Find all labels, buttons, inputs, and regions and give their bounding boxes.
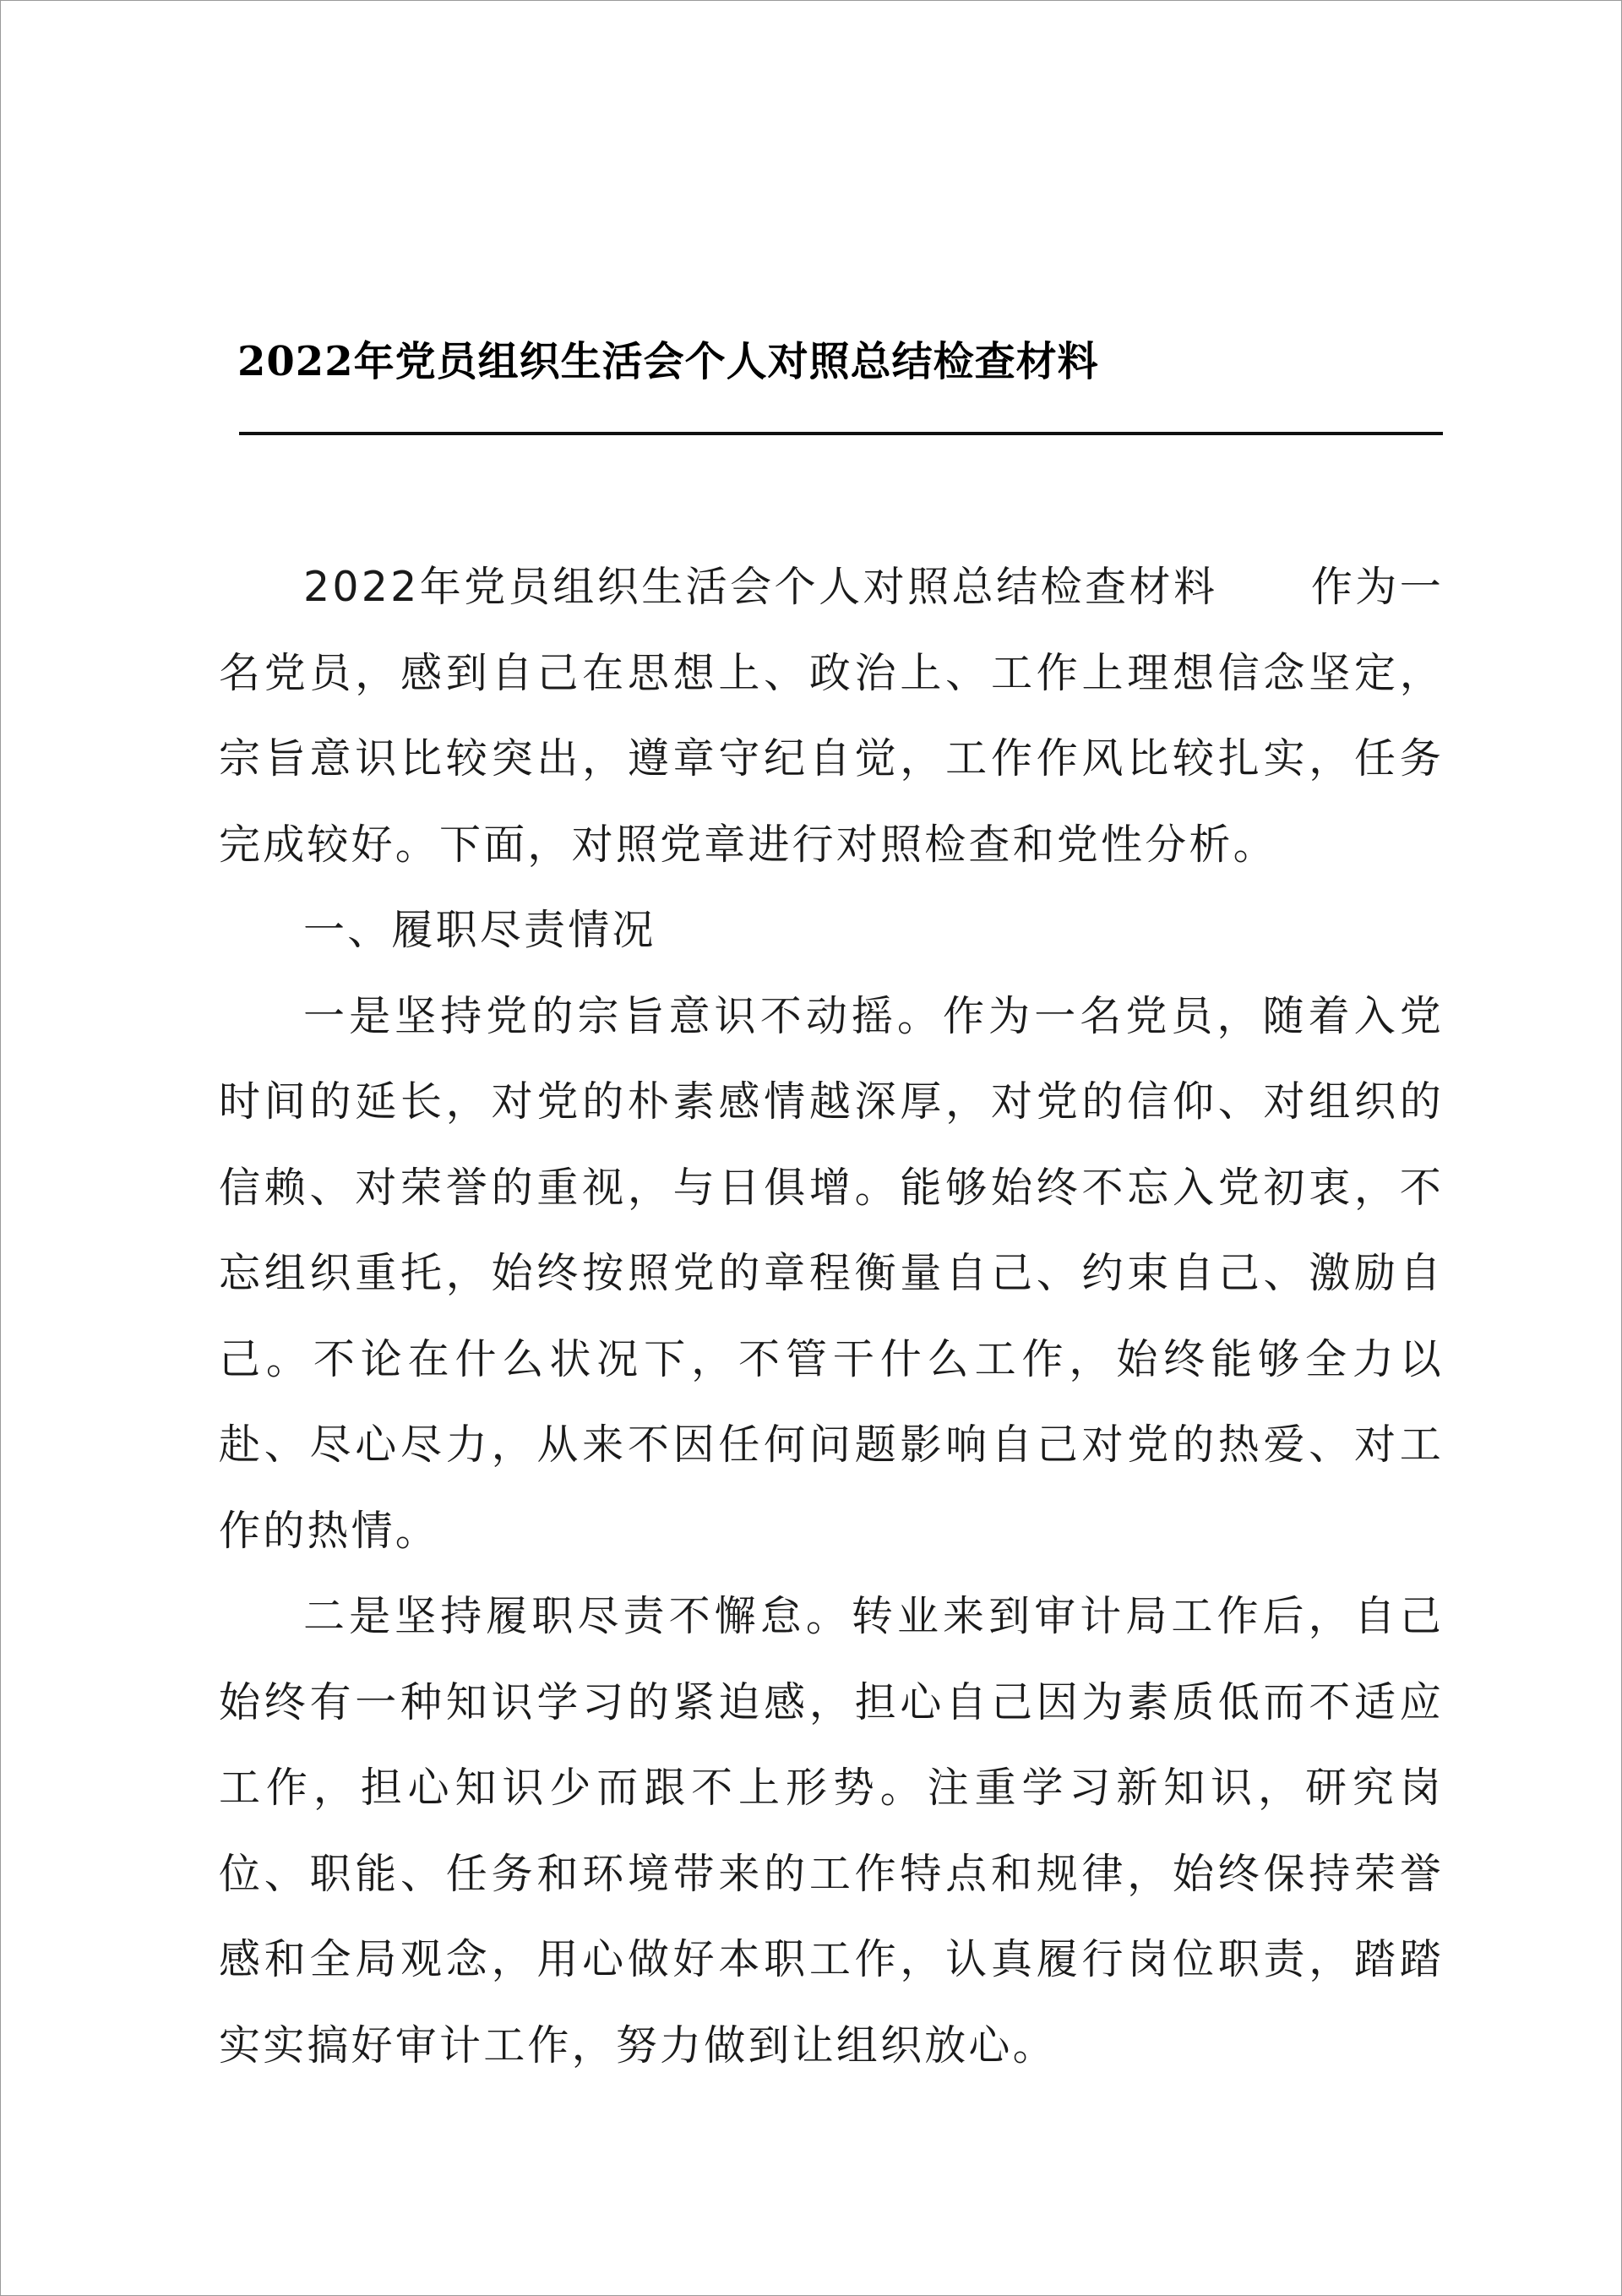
title-underline xyxy=(239,432,1443,435)
document-body xyxy=(219,544,1444,2088)
section-heading: 一、履职尽责情况 xyxy=(303,906,656,954)
paragraph-intro xyxy=(219,544,1444,887)
intro-lead-text: 2022年党员组织生活会个人对照总结检查材料 xyxy=(303,563,1218,611)
paragraph-point-one: 一是坚持党的宗旨意识不动摇。作为一名党员，随着入党时间的延长，对党的朴素感情越深厚，对党的信仰、对组织的信赖、对荣誉的重视，与日俱增。能够始终不忘入党初衷，不忘组织重托，始终按照党的章程衡量自己、约束自己、激励自己。不论在什么状况下，不管干什么工作，始终能够全力以赴、尽心尽力，从来不因任何问题影响自己对党的热爱、对工作的热情。 xyxy=(219,991,1444,1555)
paragraph-point-two: 二是坚持履职尽责不懈怠。转业来到审计局工作后，自己始终有一种知识学习的紧迫感，担心自己因为素质低而不适应工作，担心知识少而跟不上形势。注重学习新知识，研究岗位、职能、任务和环境带来的工作特点和规律，始终保持荣誉感和全局观念，用心做好本职工作，认真履行岗位职责，踏踏实实搞好审计工作，努力做到让组织放心。 xyxy=(219,1592,1444,2070)
document-title: 2022年党员组织生活会个人对照总结检查材料 xyxy=(237,338,1099,385)
intro-text: 作为一名党员，感到自己在思想上、政治上、工作上理想信念坚定，宗旨意识比较突出，遵章守纪自觉，工作作风比较扎实，任务完成较好。下面，对照党章进行对照检查和党性分析。 xyxy=(219,563,1444,869)
